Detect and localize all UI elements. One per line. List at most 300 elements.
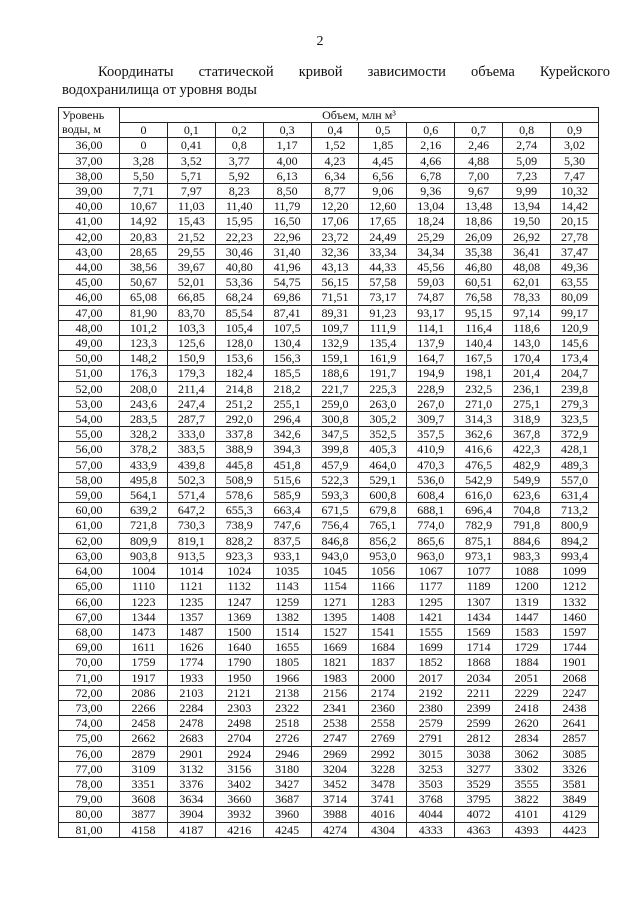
column-header: 0,3 [263, 123, 311, 138]
volume-cell: 4158 [120, 822, 168, 837]
volume-cell: 148,2 [120, 351, 168, 366]
volume-cell: 1852 [407, 655, 455, 670]
volume-cell: 600,8 [359, 488, 407, 503]
table-row [59, 336, 599, 351]
volume-cell: 239,8 [551, 381, 599, 396]
volume-cell: 73,17 [359, 290, 407, 305]
volume-cell: 1382 [263, 609, 311, 624]
level-cell: 56,00 [59, 442, 120, 457]
volume-cell: 585,9 [263, 488, 311, 503]
volume-cell: 2683 [167, 731, 215, 746]
volume-cell: 300,8 [311, 412, 359, 427]
level-cell: 66,00 [59, 594, 120, 609]
volume-cell: 214,8 [215, 381, 263, 396]
volume-cell: 328,2 [120, 427, 168, 442]
volume-cell: 2992 [359, 746, 407, 761]
volume-cell: 8,50 [263, 184, 311, 199]
volume-cell: 4187 [167, 822, 215, 837]
volume-cell: 247,4 [167, 396, 215, 411]
volume-cell: 1307 [455, 594, 503, 609]
volume-cell: 1527 [311, 624, 359, 639]
volume-cell: 91,23 [359, 305, 407, 320]
level-cell: 44,00 [59, 260, 120, 275]
volume-cell: 15,43 [167, 214, 215, 229]
volume-cell: 7,23 [503, 168, 551, 183]
volume-cell: 35,38 [455, 244, 503, 259]
volume-cell: 1884 [503, 655, 551, 670]
volume-cell: 1259 [263, 594, 311, 609]
level-cell: 45,00 [59, 275, 120, 290]
level-cell: 47,00 [59, 305, 120, 320]
volume-cell: 2946 [263, 746, 311, 761]
volume-cell: 128,0 [215, 336, 263, 351]
volume-cell: 2518 [263, 716, 311, 731]
table-row [59, 381, 599, 396]
volume-cell: 1983 [311, 670, 359, 685]
volume-cell: 973,1 [455, 548, 503, 563]
volume-cell: 4304 [359, 822, 407, 837]
volume-cell: 347,5 [311, 427, 359, 442]
volume-cell: 185,5 [263, 366, 311, 381]
volume-cell: 1790 [215, 655, 263, 670]
table-row [59, 351, 599, 366]
table-row [59, 244, 599, 259]
volume-cell: 837,5 [263, 533, 311, 548]
column-header: 0,2 [215, 123, 263, 138]
volume-cell: 2266 [120, 700, 168, 715]
volume-cell: 3529 [455, 776, 503, 791]
volume-cell: 143,0 [503, 336, 551, 351]
volume-cell: 933,1 [263, 548, 311, 563]
volume-cell: 3634 [167, 792, 215, 807]
volume-cell: 125,6 [167, 336, 215, 351]
volume-cell: 1189 [455, 579, 503, 594]
volume-cell: 3581 [551, 776, 599, 791]
volume-cell: 865,6 [407, 533, 455, 548]
volume-cell: 22,23 [215, 229, 263, 244]
volume-cell: 2103 [167, 685, 215, 700]
volume-cell: 5,09 [503, 153, 551, 168]
level-header-line-1: Уровень [62, 108, 105, 122]
level-cell: 50,00 [59, 351, 120, 366]
volume-cell: 8,77 [311, 184, 359, 199]
table-row [59, 138, 599, 153]
volume-cell: 12,60 [359, 199, 407, 214]
volume-cell: 225,3 [359, 381, 407, 396]
volume-cell: 116,4 [455, 320, 503, 335]
volume-cell: 2121 [215, 685, 263, 700]
volume-cell: 107,5 [263, 320, 311, 335]
volume-cell: 24,49 [359, 229, 407, 244]
table-row [59, 427, 599, 442]
volume-cell: 201,4 [503, 366, 551, 381]
volume-cell: 13,94 [503, 199, 551, 214]
volume-cell: 696,4 [455, 503, 503, 518]
level-cell: 42,00 [59, 229, 120, 244]
volume-cell: 3204 [311, 761, 359, 776]
volume-cell: 3402 [215, 776, 263, 791]
volume-cell: 208,0 [120, 381, 168, 396]
volume-cell: 16,50 [263, 214, 311, 229]
volume-cell: 236,1 [503, 381, 551, 396]
volume-cell: 1143 [263, 579, 311, 594]
volume-cell: 730,3 [167, 518, 215, 533]
volume-cell: 318,9 [503, 412, 551, 427]
volume-cell: 2747 [311, 731, 359, 746]
table-row [59, 396, 599, 411]
volume-cell: 378,2 [120, 442, 168, 457]
volume-cell: 120,9 [551, 320, 599, 335]
volume-cell: 756,4 [311, 518, 359, 533]
volume-cell: 704,8 [503, 503, 551, 518]
level-cell: 49,00 [59, 336, 120, 351]
table-row [59, 199, 599, 214]
level-cell: 57,00 [59, 457, 120, 472]
volume-cell: 399,8 [311, 442, 359, 457]
volume-cell: 275,1 [503, 396, 551, 411]
volume-cell: 2156 [311, 685, 359, 700]
level-cell: 62,00 [59, 533, 120, 548]
level-cell: 59,00 [59, 488, 120, 503]
volume-cell: 557,0 [551, 472, 599, 487]
page-number: 2 [316, 34, 324, 49]
level-cell: 58,00 [59, 472, 120, 487]
volume-cell: 1319 [503, 594, 551, 609]
volume-cell: 3741 [359, 792, 407, 807]
volume-cell: 296,4 [263, 412, 311, 427]
volume-cell: 4,23 [311, 153, 359, 168]
volume-cell: 53,36 [215, 275, 263, 290]
volume-cell: 3478 [359, 776, 407, 791]
volume-cell: 3351 [120, 776, 168, 791]
volume-cell: 1611 [120, 640, 168, 655]
volume-cell: 3822 [503, 792, 551, 807]
volume-cell: 81,90 [120, 305, 168, 320]
level-cell: 81,00 [59, 822, 120, 837]
table-row [59, 168, 599, 183]
volume-cell: 1514 [263, 624, 311, 639]
volume-cell: 25,29 [407, 229, 455, 244]
title-line-2: водохранилища от уровня воды [62, 82, 257, 98]
volume-cell: 1966 [263, 670, 311, 685]
volume-cell: 1200 [503, 579, 551, 594]
volume-cell: 255,1 [263, 396, 311, 411]
volume-cell: 76,58 [455, 290, 503, 305]
level-cell: 77,00 [59, 761, 120, 776]
volume-cell: 87,41 [263, 305, 311, 320]
volume-cell: 3156 [215, 761, 263, 776]
volume-cell: 993,4 [551, 548, 599, 563]
volume-cell: 502,3 [167, 472, 215, 487]
level-cell: 46,00 [59, 290, 120, 305]
volume-cell: 4216 [215, 822, 263, 837]
table-row [59, 624, 599, 639]
table-row [59, 412, 599, 427]
volume-cell: 10,67 [120, 199, 168, 214]
volume-cell: 3109 [120, 761, 168, 776]
volume-cell: 953,0 [359, 548, 407, 563]
volume-cell: 19,50 [503, 214, 551, 229]
table-row [59, 655, 599, 670]
volume-cell: 4363 [455, 822, 503, 837]
column-header: 0,4 [311, 123, 359, 138]
volume-cell: 99,17 [551, 305, 599, 320]
level-cell: 48,00 [59, 320, 120, 335]
volume-cell: 123,3 [120, 336, 168, 351]
volume-cell: 198,1 [455, 366, 503, 381]
volume-cell: 923,3 [215, 548, 263, 563]
volume-cell: 333,0 [167, 427, 215, 442]
volume-cell: 267,0 [407, 396, 455, 411]
volume-cell: 983,3 [503, 548, 551, 563]
volume-cell: 21,52 [167, 229, 215, 244]
volume-cell: 405,3 [359, 442, 407, 457]
volume-cell: 2000 [359, 670, 407, 685]
volume-cell: 3062 [503, 746, 551, 761]
volume-cell: 27,78 [551, 229, 599, 244]
volume-cell: 529,1 [359, 472, 407, 487]
volume-cell: 3015 [407, 746, 455, 761]
volume-cell: 11,03 [167, 199, 215, 214]
volume-cell: 140,4 [455, 336, 503, 351]
volume-cell: 292,0 [215, 412, 263, 427]
level-cell: 61,00 [59, 518, 120, 533]
volume-cell: 3085 [551, 746, 599, 761]
volume-cell: 416,6 [455, 442, 503, 457]
volume-cell: 4393 [503, 822, 551, 837]
volume-cell: 93,17 [407, 305, 455, 320]
level-cell: 51,00 [59, 366, 120, 381]
volume-cell: 2,16 [407, 138, 455, 153]
table-row [59, 184, 599, 199]
volume-cell: 2579 [407, 716, 455, 731]
volume-cell: 251,2 [215, 396, 263, 411]
volume-cell: 132,9 [311, 336, 359, 351]
volume-cell: 13,04 [407, 199, 455, 214]
volume-cell: 1774 [167, 655, 215, 670]
volume-cell: 28,65 [120, 244, 168, 259]
volume-cell: 428,1 [551, 442, 599, 457]
volume-cell: 2478 [167, 716, 215, 731]
volume-cell: 34,34 [407, 244, 455, 259]
volume-cell: 1541 [359, 624, 407, 639]
volume-cell: 11,79 [263, 199, 311, 214]
volume-cell: 56,15 [311, 275, 359, 290]
volume-cell: 283,5 [120, 412, 168, 427]
volume-cell: 639,2 [120, 503, 168, 518]
volume-cell: 57,58 [359, 275, 407, 290]
volume-cell: 20,15 [551, 214, 599, 229]
volume-cell: 4423 [551, 822, 599, 837]
volume-cell: 1295 [407, 594, 455, 609]
volume-cell: 800,9 [551, 518, 599, 533]
volume-cell: 963,0 [407, 548, 455, 563]
volume-cell: 3180 [263, 761, 311, 776]
volume-cell: 1344 [120, 609, 168, 624]
volume-cell: 135,4 [359, 336, 407, 351]
volume-cell: 522,3 [311, 472, 359, 487]
volume-cell: 18,24 [407, 214, 455, 229]
table-row [59, 153, 599, 168]
volume-cell: 3,52 [167, 153, 215, 168]
volume-cell: 30,46 [215, 244, 263, 259]
volume-cell: 721,8 [120, 518, 168, 533]
volume-cell: 323,5 [551, 412, 599, 427]
volume-cell: 623,6 [503, 488, 551, 503]
volume-cell: 457,9 [311, 457, 359, 472]
volume-cell: 130,4 [263, 336, 311, 351]
volume-cell: 2662 [120, 731, 168, 746]
volume-cell: 36,41 [503, 244, 551, 259]
volume-cell: 3503 [407, 776, 455, 791]
volume-cell: 828,2 [215, 533, 263, 548]
volume-cell: 26,92 [503, 229, 551, 244]
volume-cell: 943,0 [311, 548, 359, 563]
volume-cell: 3,02 [551, 138, 599, 153]
volume-cell: 1950 [215, 670, 263, 685]
volume-cell: 49,36 [551, 260, 599, 275]
volume-cell: 765,1 [359, 518, 407, 533]
volume-cell: 470,3 [407, 457, 455, 472]
volume-cell: 2341 [311, 700, 359, 715]
volume-cell: 228,9 [407, 381, 455, 396]
volume-cell: 3555 [503, 776, 551, 791]
volume-cell: 159,1 [311, 351, 359, 366]
volume-cell: 85,54 [215, 305, 263, 320]
volume-cell: 5,92 [215, 168, 263, 183]
level-cell: 64,00 [59, 564, 120, 579]
volume-cell: 3376 [167, 776, 215, 791]
volume-cell: 1460 [551, 609, 599, 624]
volume-cell: 6,56 [359, 168, 407, 183]
volume-cell: 1699 [407, 640, 455, 655]
volume-cell: 439,8 [167, 457, 215, 472]
volume-cell: 394,3 [263, 442, 311, 457]
volume-cell: 7,71 [120, 184, 168, 199]
volume-cell: 1332 [551, 594, 599, 609]
volume-cell: 422,3 [503, 442, 551, 457]
volume-cell: 3768 [407, 792, 455, 807]
volume-cell: 33,34 [359, 244, 407, 259]
volume-cell: 451,8 [263, 457, 311, 472]
volume-cell: 1369 [215, 609, 263, 624]
volume-cell: 26,09 [455, 229, 503, 244]
volume-cell: 44,33 [359, 260, 407, 275]
volume-cell: 2641 [551, 716, 599, 731]
volume-cell: 464,0 [359, 457, 407, 472]
volume-cell: 7,00 [455, 168, 503, 183]
volume-cell: 1121 [167, 579, 215, 594]
volume-cell: 549,9 [503, 472, 551, 487]
volume-cell: 179,3 [167, 366, 215, 381]
volume-cell: 3302 [503, 761, 551, 776]
volume-cell: 352,5 [359, 427, 407, 442]
volume-cell: 188,6 [311, 366, 359, 381]
volume-cell: 4072 [455, 807, 503, 822]
column-header: 0,6 [407, 123, 455, 138]
title-line-1 [62, 63, 610, 81]
volume-cell: 362,6 [455, 427, 503, 442]
volume-cell: 97,14 [503, 305, 551, 320]
volume-cell: 2017 [407, 670, 455, 685]
volume-cell: 9,67 [455, 184, 503, 199]
table-row [59, 320, 599, 335]
volume-cell: 3,28 [120, 153, 168, 168]
volume-cell: 2726 [263, 731, 311, 746]
volume-cell: 2086 [120, 685, 168, 700]
volume-cell: 2901 [167, 746, 215, 761]
level-cell: 73,00 [59, 700, 120, 715]
table-row [59, 290, 599, 305]
volume-cell: 243,6 [120, 396, 168, 411]
volume-cell: 170,4 [503, 351, 551, 366]
volume-header: Объем, млн м³ [120, 108, 599, 123]
title-word: зависимости [367, 64, 446, 80]
volume-cell: 0,41 [167, 138, 215, 153]
table-row [59, 442, 599, 457]
volume-cell: 875,1 [455, 533, 503, 548]
volume-cell: 3132 [167, 761, 215, 776]
volume-cell: 14,92 [120, 214, 168, 229]
volume-cell: 161,9 [359, 351, 407, 366]
volume-cell: 59,03 [407, 275, 455, 290]
volume-cell: 1099 [551, 564, 599, 579]
volume-cell: 3877 [120, 807, 168, 822]
volume-cell: 1597 [551, 624, 599, 639]
volume-cell: 1837 [359, 655, 407, 670]
volume-cell: 17,65 [359, 214, 407, 229]
volume-cell: 1235 [167, 594, 215, 609]
volume-cell: 564,1 [120, 488, 168, 503]
table-row [59, 472, 599, 487]
volume-cell: 0,8 [215, 138, 263, 153]
volume-cell: 445,8 [215, 457, 263, 472]
volume-cell: 508,9 [215, 472, 263, 487]
level-cell: 72,00 [59, 685, 120, 700]
level-cell: 60,00 [59, 503, 120, 518]
volume-cell: 3038 [455, 746, 503, 761]
table-row [59, 685, 599, 700]
volume-cell: 60,51 [455, 275, 503, 290]
volume-cell: 103,3 [167, 320, 215, 335]
volume-cell: 894,2 [551, 533, 599, 548]
volume-cell: 747,6 [263, 518, 311, 533]
table-row [59, 260, 599, 275]
volume-cell: 13,48 [455, 199, 503, 214]
volume-cell: 65,08 [120, 290, 168, 305]
level-cell: 69,00 [59, 640, 120, 655]
volume-cell: 1132 [215, 579, 263, 594]
level-header-line-2: воды, м [62, 122, 101, 137]
volume-cell: 1045 [311, 564, 359, 579]
volume-cell: 2857 [551, 731, 599, 746]
volume-cell: 3988 [311, 807, 359, 822]
volume-cell: 1684 [359, 640, 407, 655]
volume-cell: 3660 [215, 792, 263, 807]
level-cell: 36,00 [59, 138, 120, 153]
header-row-1 [59, 108, 599, 123]
volume-cell: 2034 [455, 670, 503, 685]
volume-level-table [58, 107, 599, 838]
volume-cell: 279,3 [551, 396, 599, 411]
volume-cell: 2924 [215, 746, 263, 761]
volume-cell: 2322 [263, 700, 311, 715]
volume-cell: 1714 [455, 640, 503, 655]
volume-cell: 1473 [120, 624, 168, 639]
volume-cell: 40,80 [215, 260, 263, 275]
volume-cell: 1868 [455, 655, 503, 670]
volume-cell: 1,52 [311, 138, 359, 153]
